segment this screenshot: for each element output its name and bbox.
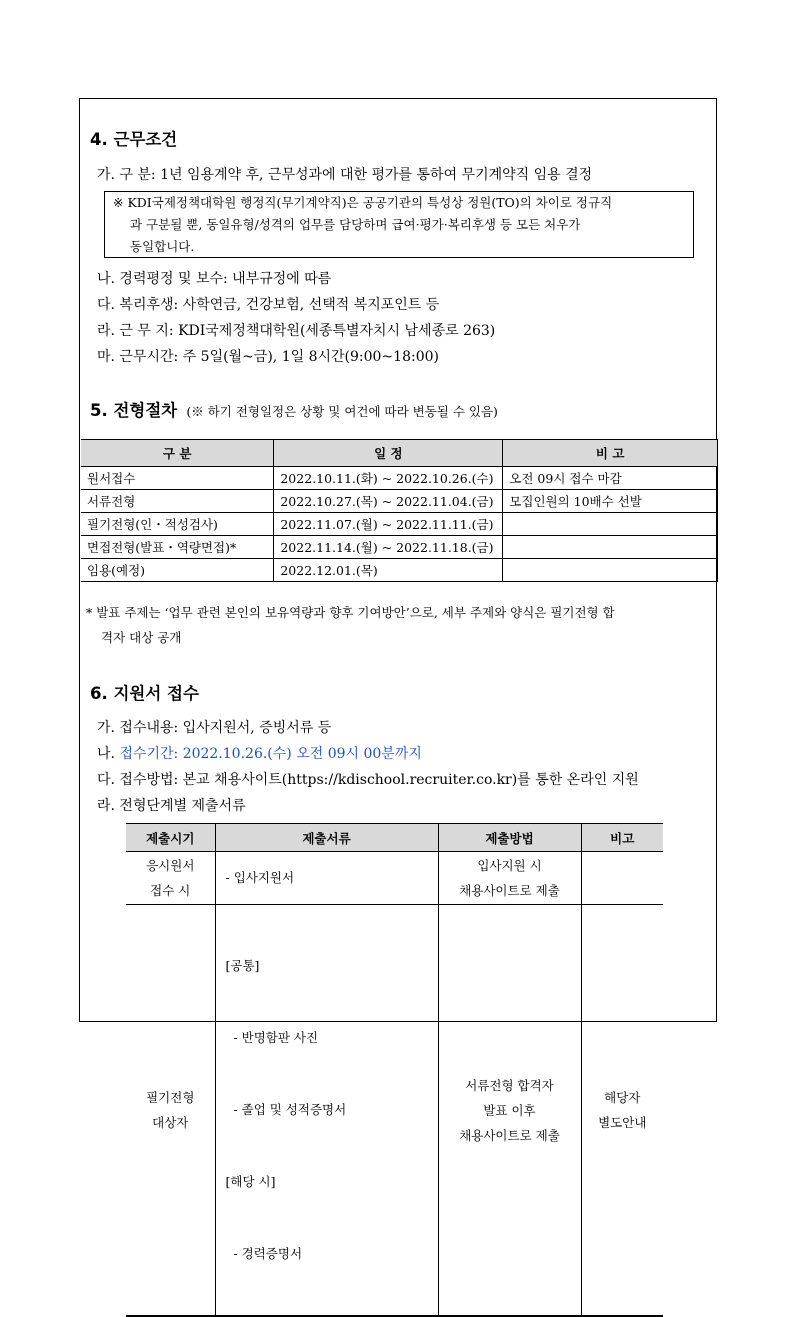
cell-text: - 졸업 및 성적증명서 [225,1102,347,1117]
schedule-cell-note: 오전 09시 접수 마감 [503,467,718,490]
cell-text: - 반명함판 사진 [225,1030,319,1045]
table-row [81,536,718,559]
schedule-header-category: 구 분 [81,440,274,467]
section6-item-na-prefix: 나. [97,746,120,762]
section4-item-da: 다. 복리후생: 사학연금, 건강보험, 선택적 복지포인트 등 [97,297,440,313]
schedule-cell-date: 2022.10.11.(화) ~ 2022.10.26.(수) [274,467,503,490]
schedule-cell-category: 임용(예정) [81,559,274,582]
schedule-cell-category: 서류전형 [81,490,274,513]
cell-text: [공통] [225,958,260,973]
section4-item-ra: 라. 근 무 지: KDI국제정책대학원(세종특별자치시 남세종로 263) [97,323,496,339]
documents-header-when: 제출시기 [126,824,215,852]
documents-table [126,823,663,1317]
section6-item-ra: 라. 전형단계별 제출서류 [97,798,246,814]
section5-footnote-line-1: * 발표 주제는 ‘업무 관련 본인의 보유역량과 향후 기여방안’으로, 세부 주제와 양식은 필기전형 합 [86,605,615,620]
section5-title-row [90,397,498,421]
section4-item-na: 나. 경력평정 및 보수: 내부규정에 따름 [97,271,332,287]
documents-header-row [126,824,663,852]
schedule-table [81,439,718,582]
cell-text: 해당자 [604,1090,641,1105]
schedule-cell-category: 면접전형(발표・역량면접)* [81,536,274,559]
schedule-header-note: 비 고 [503,440,718,467]
schedule-cell-note: 모집인원의 10배수 선발 [503,490,718,513]
documents-cell-note [581,905,663,1317]
table-row [81,513,718,536]
note-line-1: ※ KDI국제정책대학원 행정직(무기계약직)은 공공기관의 특성상 정원(TO)의 차이로 정규직 [113,195,613,210]
documents-cell-method [438,852,581,905]
application-deadline: 접수기간: 2022.10.26.(수) 오전 09시 00분까지 [119,746,422,762]
table-row [126,905,663,1317]
table-row [126,852,663,905]
cell-text: 별도안내 [598,1115,647,1130]
cell-text: 필기전형 [146,1090,195,1105]
cell-text: 서류전형 합격자 [465,1077,554,1093]
cell-text: 채용사이트로 제출 [459,883,560,898]
cell-text: 대상자 [152,1115,189,1130]
documents-header-note: 비고 [581,824,663,852]
section5-heading-note: (※ 하기 전형일정은 상황 및 여건에 따라 변동될 수 있음) [186,404,498,419]
cell-text: 채용사이트로 제출 [459,1127,560,1143]
section4-item-ma: 마. 근무시간: 주 5일(월~금), 1일 8시간(9:00~18:00) [97,349,439,365]
documents-cell-note [581,852,663,905]
documents-cell-docs [215,852,438,905]
documents-cell-when [126,905,215,1317]
schedule-cell-note [503,513,718,536]
documents-cell-method [438,905,581,1317]
schedule-cell-date: 2022.11.07.(월) ~ 2022.11.11.(금) [274,513,503,536]
section6-item-ga: 가. 접수내용: 입사지원서, 증빙서류 등 [97,720,332,736]
table-row [81,559,718,582]
section4-note-box [104,191,694,258]
schedule-cell-date: 2022.11.14.(월) ~ 2022.11.18.(금) [274,536,503,559]
schedule-header-row [81,440,718,467]
section4-heading: 4. 근무조건 [90,130,178,149]
section6-item-da: 다. 접수방법: 본교 채용사이트(https://kdischool.recruiter.co.kr)를 통한 온라인 지원 [97,772,639,788]
section5-footnote-line-2: 격자 대상 공개 [101,630,182,645]
schedule-header-date: 일 정 [274,440,503,467]
cell-text: [해당 시] [225,1174,276,1189]
note-line-3: 동일합니다. [130,239,195,254]
schedule-cell-note [503,559,718,582]
documents-header-docs: 제출서류 [215,824,438,852]
schedule-cell-date: 2022.12.01.(목) [274,559,503,582]
schedule-cell-category: 원서접수 [81,467,274,490]
documents-cell-docs [215,905,438,1317]
documents-cell-when [126,852,215,905]
cell-text: 발표 이후 [483,1102,536,1118]
section6-heading: 6. 지원서 접수 [90,684,199,703]
section5-heading: 5. 전형절차 [90,401,178,420]
cell-text: - 입사지원서 [225,870,295,885]
cell-text: - 경력증명서 [225,1246,303,1261]
table-row [81,490,718,513]
section6-item-na [97,743,422,763]
documents-header-method: 제출방법 [438,824,581,852]
schedule-cell-note [503,536,718,559]
schedule-cell-date: 2022.10.27.(목) ~ 2022.11.04.(금) [274,490,503,513]
table-row [81,467,718,490]
cell-text: 응시원서 [146,858,195,873]
cell-text: 입사지원 시 [477,858,542,873]
note-line-2: 과 구분될 뿐, 동일유형/성격의 업무를 담당하며 급여·평가·복리후생 등 모든 처우가 [130,217,581,232]
schedule-cell-category: 필기전형(인・적성검사) [81,513,274,536]
cell-text: 접수 시 [150,883,191,898]
section4-item-ga: 가. 구 분: 1년 임용계약 후, 근무성과에 대한 평가를 통하여 무기계약직 임용 결정 [97,167,593,183]
